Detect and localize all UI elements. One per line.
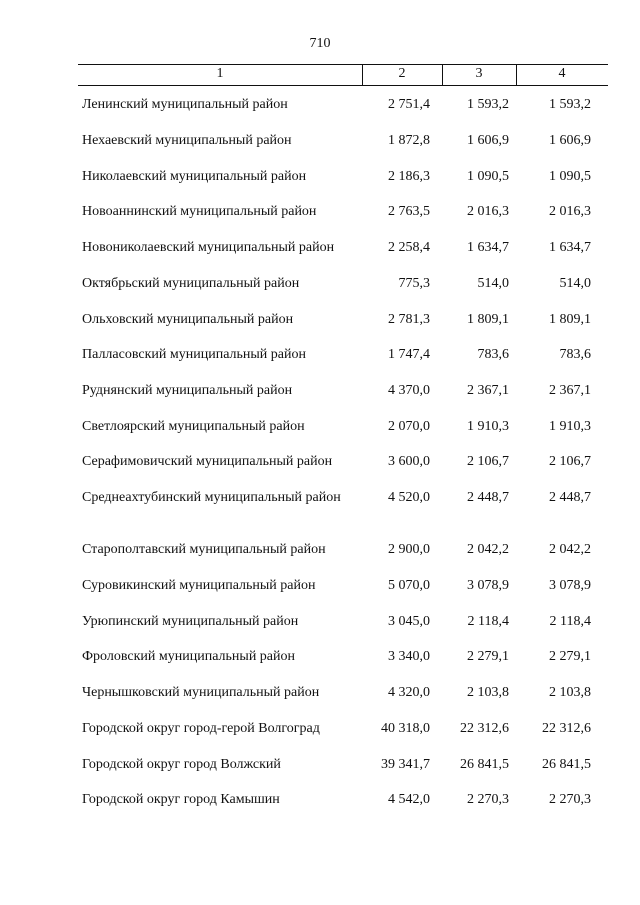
row-value-col-3: 22 312,6 <box>460 721 509 736</box>
row-value-col-3: 2 118,4 <box>467 614 509 629</box>
row-value-col-2: 3 600,0 <box>388 454 430 469</box>
row-value-col-3: 2 448,7 <box>467 490 509 505</box>
row-value-col-4: 3 078,9 <box>549 578 591 593</box>
row-name: Городской округ город Волжский <box>82 757 281 772</box>
row-value-col-3: 2 279,1 <box>467 649 509 664</box>
row-value-col-2: 775,3 <box>398 276 430 291</box>
row-value-col-3: 1 606,9 <box>467 133 509 148</box>
row-value-col-3: 2 016,3 <box>467 204 509 219</box>
row-value-col-2: 2 186,3 <box>388 169 430 184</box>
row-value-col-4: 22 312,6 <box>542 721 591 736</box>
row-name: Серафимовичский муниципальный район <box>82 454 333 469</box>
row-value-col-4: 2 279,1 <box>549 649 591 664</box>
row-value-col-4: 2 270,3 <box>549 792 591 807</box>
row-value-col-4: 783,6 <box>559 347 591 362</box>
row-value-col-2: 4 542,0 <box>388 792 430 807</box>
row-value-col-2: 2 781,3 <box>388 312 430 327</box>
row-value-col-3: 2 103,8 <box>467 685 509 700</box>
row-value-col-3: 1 090,5 <box>467 169 509 184</box>
table-header <box>78 64 608 86</box>
row-name: Городской округ город Камышин <box>82 792 280 807</box>
row-value-col-3: 3 078,9 <box>467 578 509 593</box>
row-value-col-3: 1 910,3 <box>467 419 509 434</box>
row-value-col-2: 2 070,0 <box>388 419 430 434</box>
row-name: Ольховский муниципальный район <box>82 312 294 327</box>
row-value-col-4: 1 593,2 <box>549 97 591 112</box>
row-name: Палласовский муниципальный район <box>82 347 306 362</box>
row-name: Урюпинский муниципальный район <box>82 614 299 629</box>
row-name: Новониколаевский муниципальный район <box>82 240 335 255</box>
row-value-col-4: 2 016,3 <box>549 204 591 219</box>
row-value-col-3: 2 367,1 <box>467 383 509 398</box>
header-col-4: 4 <box>558 66 566 81</box>
row-value-col-3: 514,0 <box>477 276 509 291</box>
header-col-3: 3 <box>475 66 483 81</box>
row-name: Суровикинский муниципальный район <box>82 578 316 593</box>
row-value-col-2: 2 258,4 <box>388 240 430 255</box>
row-value-col-2: 40 318,0 <box>381 721 430 736</box>
row-name: Новоаннинский муниципальный район <box>82 204 317 219</box>
row-value-col-4: 2 103,8 <box>549 685 591 700</box>
row-name: Руднянский муниципальный район <box>82 383 293 398</box>
row-value-col-3: 783,6 <box>477 347 509 362</box>
row-value-col-2: 4 520,0 <box>388 490 430 505</box>
row-value-col-4: 2 367,1 <box>549 383 591 398</box>
row-name: Чернышковский муниципальный район <box>82 685 320 700</box>
row-value-col-4: 2 448,7 <box>549 490 591 505</box>
row-value-col-3: 2 106,7 <box>467 454 509 469</box>
row-name: Городской округ город-герой Волгоград <box>82 721 320 736</box>
row-value-col-4: 2 106,7 <box>549 454 591 469</box>
row-value-col-3: 1 634,7 <box>467 240 509 255</box>
header-top-rule <box>78 64 608 65</box>
row-value-col-4: 1 634,7 <box>549 240 591 255</box>
row-value-col-2: 1 747,4 <box>388 347 430 362</box>
row-name: Среднеахтубинский муниципальный район <box>82 490 341 505</box>
row-value-col-3: 2 270,3 <box>467 792 509 807</box>
row-value-col-4: 2 042,2 <box>549 542 591 557</box>
row-value-col-4: 514,0 <box>559 276 591 291</box>
header-bottom-rule <box>78 85 608 86</box>
row-value-col-2: 1 872,8 <box>388 133 430 148</box>
row-value-col-2: 5 070,0 <box>388 578 430 593</box>
row-value-col-4: 1 606,9 <box>549 133 591 148</box>
row-value-col-2: 39 341,7 <box>381 757 430 772</box>
row-name: Светлоярский муниципальный район <box>82 419 305 434</box>
row-value-col-3: 1 593,2 <box>467 97 509 112</box>
row-value-col-2: 2 751,4 <box>388 97 430 112</box>
header-col-2: 2 <box>398 66 406 81</box>
row-value-col-4: 26 841,5 <box>542 757 591 772</box>
row-value-col-3: 2 042,2 <box>467 542 509 557</box>
row-value-col-2: 3 045,0 <box>388 614 430 629</box>
row-value-col-4: 2 118,4 <box>549 614 591 629</box>
row-name: Нехаевский муниципальный район <box>82 133 292 148</box>
row-value-col-2: 2 763,5 <box>388 204 430 219</box>
row-value-col-4: 1 910,3 <box>549 419 591 434</box>
row-name: Ленинский муниципальный район <box>82 97 288 112</box>
header-col-1: 1 <box>216 66 224 81</box>
row-name: Николаевский муниципальный район <box>82 169 307 184</box>
row-name: Октябрьский муниципальный район <box>82 276 300 291</box>
row-value-col-2: 2 900,0 <box>388 542 430 557</box>
row-value-col-2: 3 340,0 <box>388 649 430 664</box>
row-value-col-3: 1 809,1 <box>467 312 509 327</box>
row-value-col-4: 1 809,1 <box>549 312 591 327</box>
row-name: Фроловский муниципальный район <box>82 649 296 664</box>
row-value-col-4: 1 090,5 <box>549 169 591 184</box>
row-value-col-3: 26 841,5 <box>460 757 509 772</box>
row-value-col-2: 4 320,0 <box>388 685 430 700</box>
row-value-col-2: 4 370,0 <box>388 383 430 398</box>
page-number: 710 <box>309 36 331 51</box>
row-name: Старополтавский муниципальный район <box>82 542 326 557</box>
